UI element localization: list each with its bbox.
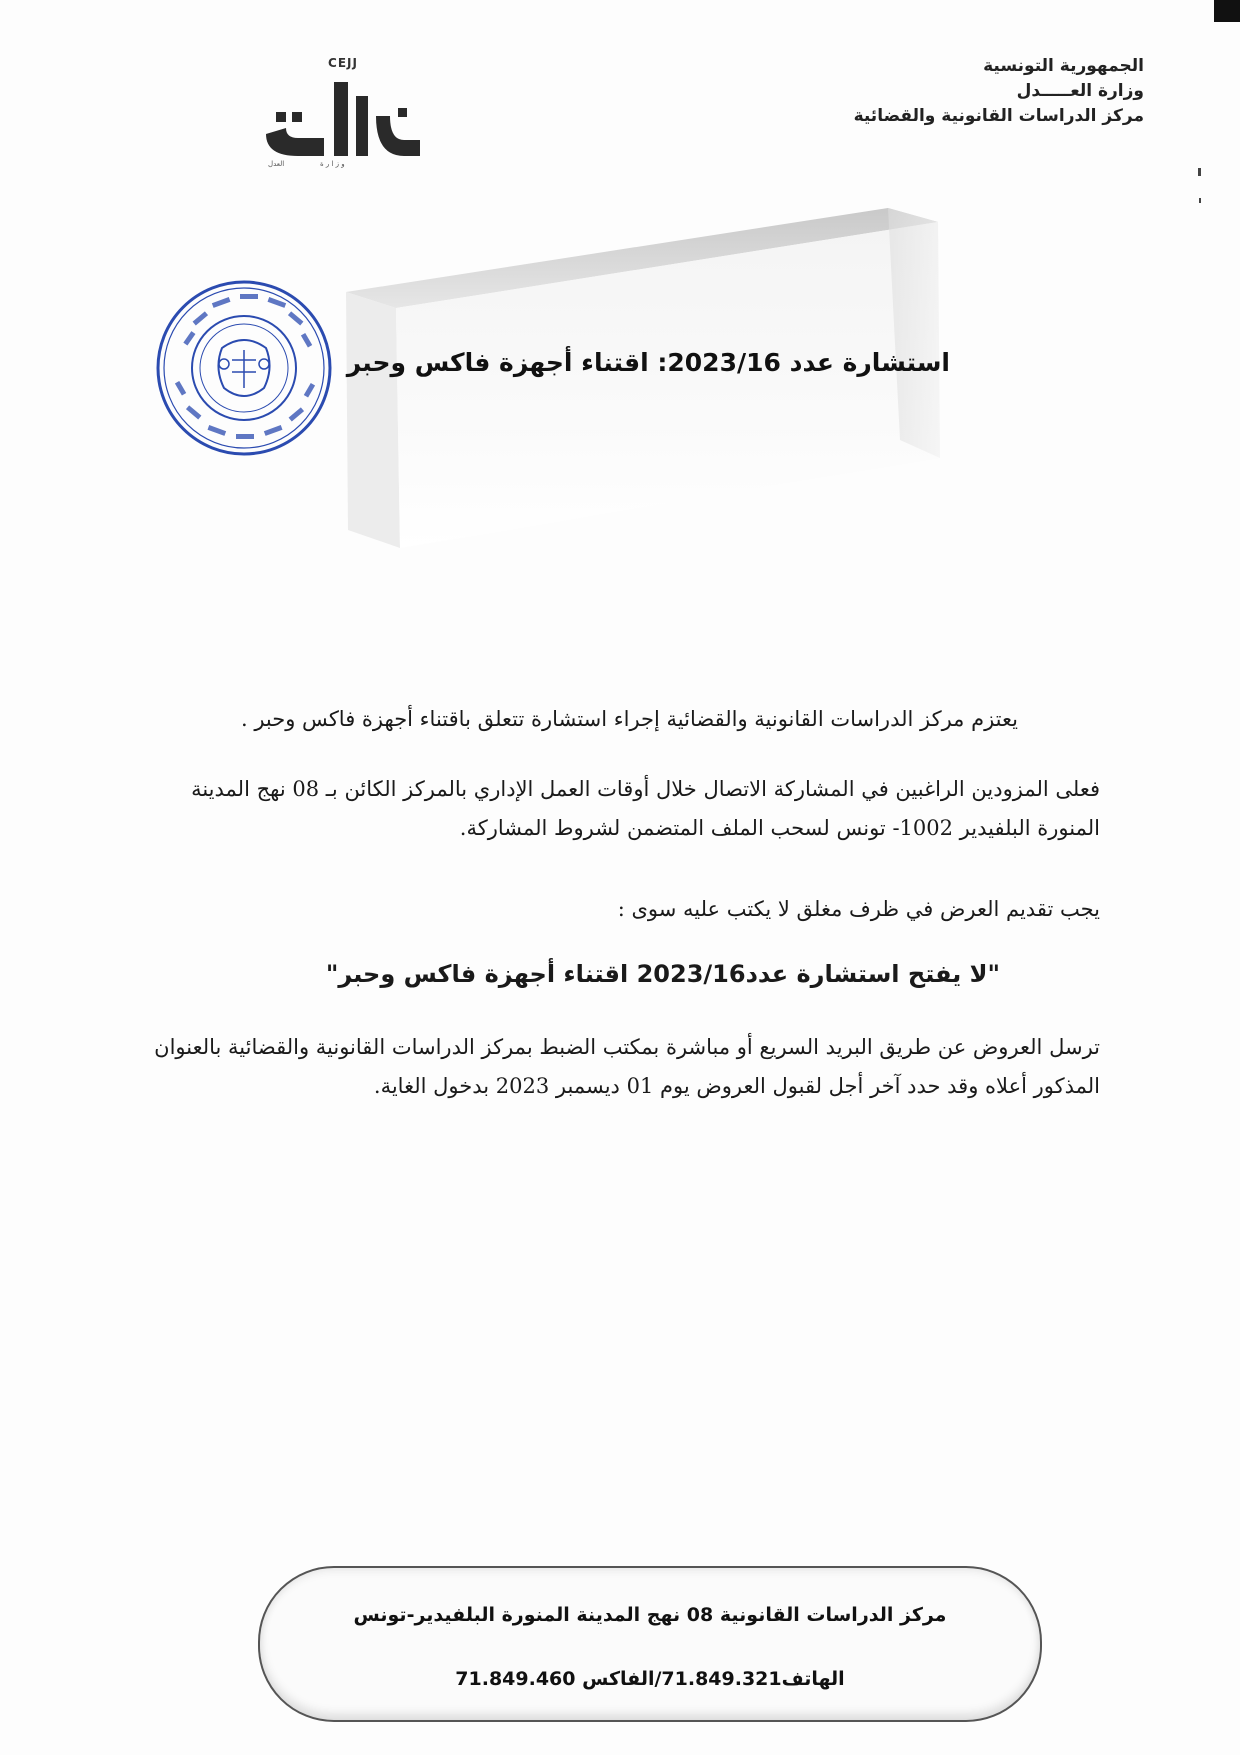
footer-address: مركز الدراسات القانونية 08 نهج المدينة المنورة البلفيدير-تونس <box>353 1604 947 1626</box>
paragraph-intro: يعتزم مركز الدراسات القانونية والقضائية إجراء استشارة تتعلق باقتناء أجهزة فاكس وحبر . <box>240 707 1018 731</box>
scan-speck <box>1199 198 1201 203</box>
title-banner <box>340 208 940 548</box>
paragraph-suppliers: فعلى المزودين الراغبين في المشاركة الاتصال خلال أوقات العمل الإداري بالمركز الكائن بـ 08 نهج المدينة المنورة البلفيدير 1002- تونس لسحب الملف المتضمن لشروط المشاركة. <box>191 777 1100 840</box>
document-title: استشارة عدد 2023/16: اقتناء أجهزة فاكس وحبر <box>346 348 950 377</box>
letterhead <box>724 54 1144 129</box>
official-seal-icon <box>152 276 336 460</box>
paragraph-deadline: ترسل العروض عن طريق البريد السريع أو مباشرة بمكتب الضبط بمركز الدراسات القانونية والقضائية بالعنوان المذكور أعلاه وقد حدد آخر أجل لقبول العروض يوم 01 ديسمبر 2023 بدخول الغاية. <box>154 1035 1100 1098</box>
paragraph-envelope: يجب تقديم العرض في ظرف مغلق لا يكتب عليه سوى : <box>617 897 1100 921</box>
cejj-logo-icon <box>258 56 428 168</box>
scan-corner-mark <box>1214 0 1240 22</box>
paragraph-envelope-label: "لا يفتح استشارة عدد2023/16 اقتناء أجهزة فاكس وحبر" <box>325 960 1000 988</box>
letterhead-center: مركز الدراسات القانونية والقضائية <box>853 106 1144 126</box>
scan-speck <box>1198 168 1201 176</box>
logo-text: CEJJ <box>328 56 358 70</box>
letterhead-ministry: وزارة العـــــدل <box>1016 81 1144 101</box>
footer-phone-fax: الهاتف71.849.321/الفاكس 71.849.460 <box>455 1668 845 1690</box>
footer-contact-box <box>258 1566 1042 1722</box>
svg-text:و ز ا ر ة: و ز ا ر ة <box>320 160 345 168</box>
letterhead-country: الجمهورية التونسية <box>983 56 1144 76</box>
svg-text:العدل: العدل <box>268 160 285 168</box>
